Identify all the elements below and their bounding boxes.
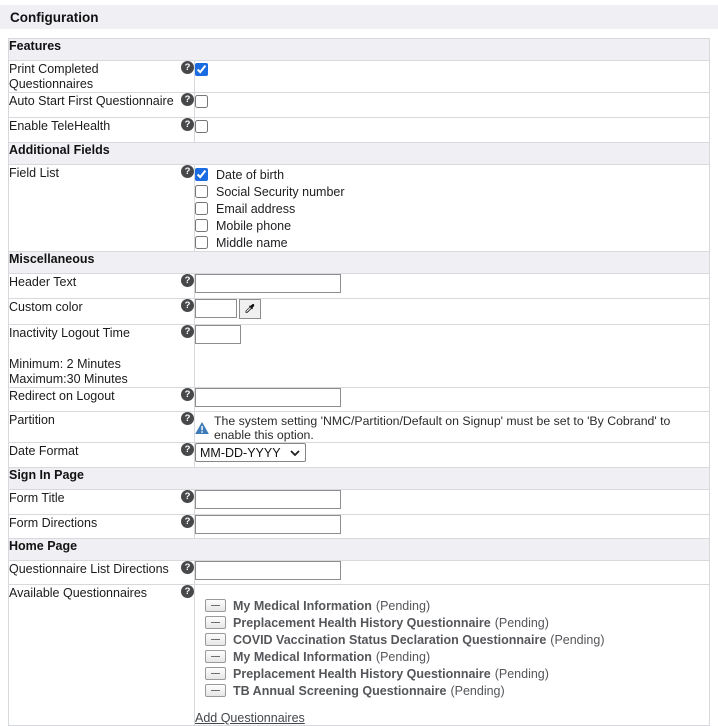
questionnaire-status: (Pending) — [375, 598, 431, 613]
minimum-note: Minimum: 2 Minutes — [9, 357, 121, 371]
remove-questionnaire-button[interactable] — [205, 650, 226, 663]
section-header-home-page: Home Page — [9, 539, 710, 561]
ssn-checkbox[interactable] — [195, 185, 208, 198]
section-header-miscellaneous: Miscellaneous — [9, 252, 710, 274]
header-text-input[interactable] — [195, 274, 341, 293]
questionnaire-item — [205, 597, 709, 614]
configuration-table — [8, 38, 710, 726]
minus-icon — [211, 690, 220, 691]
date-format-selected-value: MM-DD-YYYY — [200, 445, 281, 460]
help-icon[interactable]: ? — [181, 490, 194, 503]
questionnaire-list — [195, 585, 709, 699]
help-icon[interactable]: ? — [181, 274, 194, 287]
remove-questionnaire-button[interactable] — [205, 667, 226, 680]
enable-telehealth-checkbox[interactable] — [195, 120, 208, 133]
row-inactivity-logout-time — [9, 325, 710, 388]
field-label: Form Directions — [9, 516, 98, 530]
field-label: Custom color — [9, 300, 83, 314]
questionnaire-status: (Pending) — [450, 683, 505, 698]
row-form-title — [9, 490, 710, 515]
custom-color-input[interactable] — [195, 299, 237, 318]
maximum-note: Maximum:30 Minutes — [9, 372, 128, 386]
help-icon[interactable]: ? — [181, 165, 194, 178]
help-icon[interactable]: ? — [181, 299, 194, 312]
add-questionnaires-link[interactable]: Add Questionnaires — [195, 711, 305, 725]
mobile-phone-checkbox[interactable] — [195, 219, 208, 232]
field-label: Auto Start First Questionnaire — [9, 94, 174, 108]
warning-triangle-icon — [195, 422, 209, 434]
section-header-additional-fields: Additional Fields — [9, 143, 710, 165]
page-title-bar — [0, 5, 718, 29]
help-icon[interactable]: ? — [181, 325, 194, 338]
minus-icon — [211, 639, 220, 640]
row-available-questionnaires — [9, 585, 710, 726]
questionnaire-item — [205, 665, 709, 682]
partition-warning-text: The system setting 'NMC/Partition/Default on Signup' must be set to 'By Cobrand' to enable this option. — [214, 414, 671, 442]
questionnaire-name: My Medical Information — [233, 598, 372, 613]
field-label: Redirect on Logout — [9, 389, 115, 403]
form-title-input[interactable] — [195, 490, 341, 509]
field-option-email[interactable] — [195, 200, 709, 217]
field-option-middle-name[interactable] — [195, 234, 709, 251]
row-custom-color — [9, 299, 710, 325]
minus-icon — [211, 656, 220, 657]
field-label: Partition — [9, 413, 55, 427]
redirect-on-logout-input[interactable] — [195, 388, 341, 407]
color-picker-button[interactable] — [239, 299, 261, 319]
remove-questionnaire-button[interactable] — [205, 684, 226, 697]
inactivity-logout-time-input[interactable] — [195, 325, 241, 344]
option-label: Mobile phone — [216, 218, 292, 233]
questionnaire-name: Preplacement Health History Questionnaire — [233, 615, 491, 630]
field-label: Header Text — [9, 275, 77, 289]
questionnaire-name: COVID Vaccination Status Declaration Questionnaire — [233, 632, 547, 647]
questionnaire-item — [205, 682, 709, 699]
field-option-ssn[interactable] — [195, 183, 709, 200]
minus-icon — [211, 673, 220, 674]
field-label: Enable TeleHealth — [9, 119, 111, 133]
field-label: Print Completed Questionnaires — [9, 62, 99, 91]
minus-icon — [211, 622, 220, 623]
questionnaire-status: (Pending) — [375, 649, 431, 664]
print-completed-questionnaires-checkbox[interactable] — [195, 63, 208, 76]
row-print-completed-questionnaires — [9, 61, 710, 93]
row-header-text — [9, 274, 710, 299]
questionnaire-name: Preplacement Health History Questionnaire — [233, 666, 491, 681]
date-format-select[interactable] — [195, 443, 306, 462]
questionnaire-status: (Pending) — [550, 632, 605, 647]
minus-icon — [211, 605, 220, 606]
option-label: Social Security number — [216, 184, 345, 199]
help-icon[interactable]: ? — [181, 412, 194, 425]
row-date-format — [9, 443, 710, 468]
help-icon[interactable]: ? — [181, 118, 194, 131]
help-icon[interactable]: ? — [181, 515, 194, 528]
field-option-mobile-phone[interactable] — [195, 217, 709, 234]
middle-name-checkbox[interactable] — [195, 236, 208, 249]
email-checkbox[interactable] — [195, 202, 208, 215]
field-list-options — [195, 165, 709, 251]
eyedropper-icon — [244, 303, 256, 315]
row-enable-telehealth — [9, 118, 710, 143]
field-label: Questionnaire List Directions — [9, 562, 169, 576]
row-auto-start-first-questionnaire — [9, 93, 710, 118]
row-field-list — [9, 165, 710, 252]
option-label: Date of birth — [216, 167, 285, 182]
chevron-down-icon — [290, 450, 300, 456]
remove-questionnaire-button[interactable] — [205, 616, 226, 629]
help-icon[interactable]: ? — [181, 561, 194, 574]
questionnaire-item — [205, 614, 709, 631]
date-of-birth-checkbox[interactable] — [195, 168, 208, 181]
option-label: Email address — [216, 201, 296, 216]
help-icon[interactable]: ? — [181, 443, 194, 456]
remove-questionnaire-button[interactable] — [205, 599, 226, 612]
row-questionnaire-list-directions — [9, 561, 710, 585]
section-header-sign-in-page: Sign In Page — [9, 468, 710, 490]
questionnaire-item — [205, 631, 709, 648]
help-icon[interactable]: ? — [181, 388, 194, 401]
row-form-directions — [9, 515, 710, 539]
field-label: Date Format — [9, 444, 79, 458]
row-partition — [9, 412, 710, 443]
page-title: Configuration — [10, 9, 99, 25]
auto-start-first-questionnaire-checkbox[interactable] — [195, 95, 208, 108]
questionnaire-list-directions-input[interactable] — [195, 561, 341, 580]
remove-questionnaire-button[interactable] — [205, 633, 226, 646]
field-label: Inactivity Logout Time — [9, 326, 130, 340]
questionnaire-item — [205, 648, 709, 665]
inactivity-notes — [9, 357, 194, 387]
help-icon[interactable]: ? — [181, 585, 194, 598]
field-label: Available Questionnaires — [9, 586, 148, 600]
option-label: Middle name — [216, 235, 288, 250]
row-redirect-on-logout — [9, 388, 710, 412]
form-directions-input[interactable] — [195, 515, 341, 534]
questionnaire-name: My Medical Information — [233, 649, 372, 664]
questionnaire-status: (Pending) — [494, 666, 549, 681]
help-icon[interactable]: ? — [181, 93, 194, 106]
section-header-features: Features — [9, 39, 710, 61]
help-icon[interactable]: ? — [181, 61, 194, 74]
partition-warning — [195, 412, 709, 442]
field-label: Form Title — [9, 491, 65, 505]
field-option-date-of-birth[interactable] — [195, 166, 709, 183]
questionnaire-name: TB Annual Screening Questionnaire — [233, 683, 447, 698]
questionnaire-status: (Pending) — [494, 615, 549, 630]
field-label: Field List — [9, 166, 60, 180]
